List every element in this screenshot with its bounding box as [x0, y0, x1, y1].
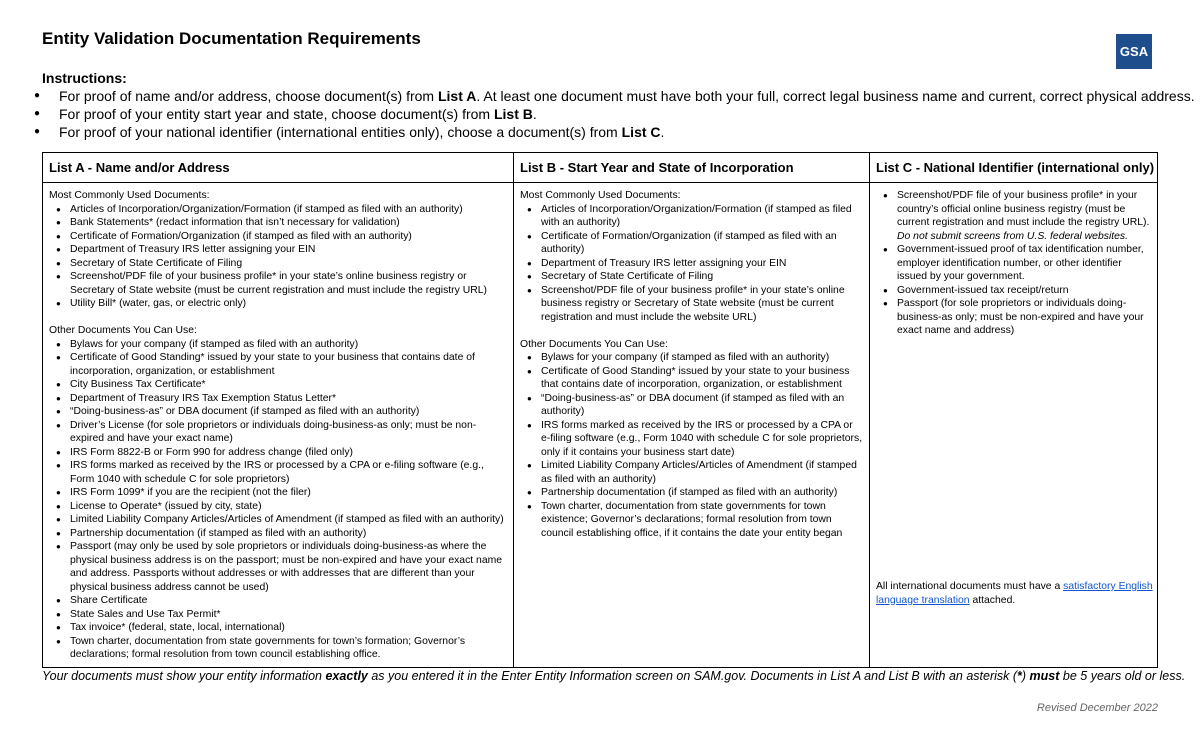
- list-item: ● Share Certificate: [49, 594, 507, 608]
- requirements-table: [42, 152, 1158, 668]
- list-item: ● City Business Tax Certificate*: [49, 378, 507, 392]
- list-item: ● Partnership documentation (if stamped as filed with an authority): [520, 486, 863, 500]
- footer-note: Your documents must show your entity information exactly as you entered it in the Enter Entity Information screen on SAM.gov. Documents in List A and List B with an asterisk (*) must be 5 years old or less.: [42, 669, 1186, 683]
- list-item: ● Utility Bill* (water, gas, or electric only): [49, 297, 507, 311]
- instructions-heading: Instructions:: [42, 70, 127, 86]
- list-item: ● Tax invoice* (federal, state, local, international): [49, 621, 507, 635]
- list-item: ● Certificate of Formation/Organization (if stamped as filed with an authority): [520, 230, 863, 257]
- list-b-common-list: [520, 203, 863, 325]
- list-item: ● Partnership documentation (if stamped as filed with an authority): [49, 527, 507, 541]
- list-a-common-label: Most Commonly Used Documents:: [49, 190, 210, 201]
- list-c-list: [876, 189, 1151, 338]
- list-item: ● Government-issued proof of tax identification number, employer identification number, or other identifier issued by your government.: [876, 243, 1151, 284]
- instruction-item: ● For proof of your national identifier (international entities only), choose a document(s) from List C.: [34, 123, 1195, 141]
- list-item: ● Town charter, documentation from state governments for town’s formation; Governor’s declarations; formal resolution from town council establishing office.: [49, 635, 507, 662]
- list-b-column: [514, 153, 870, 667]
- list-item: ● Town charter, documentation from state governments for town existence; Governor’s declarations; formal resolution from town council establishing office, if it contains the date your entity began: [520, 500, 863, 541]
- list-item: ● Bylaws for your company (if stamped as filed with an authority): [49, 338, 507, 352]
- list-item: ● Limited Liability Company Articles/Articles of Amendment (if stamped as filed with an authority): [49, 513, 507, 527]
- list-a-column: [43, 153, 514, 667]
- translation-link[interactable]: satisfactory English language translation: [876, 581, 1153, 606]
- registered-mark: ®: [1146, 39, 1151, 45]
- list-item: ● IRS Form 8822-B or Form 990 for address change (filed only): [49, 446, 507, 460]
- gsa-logo-text: GSA: [1119, 44, 1149, 59]
- list-a-header: List A - Name and/or Address: [43, 153, 513, 183]
- list-item: ● Screenshot/PDF file of your business profile* in your state’s online business registry or Secretary of State website (must be current registration and must include the website URL): [520, 284, 863, 325]
- list-item: ● Certificate of Formation/Organization (if stamped as filed with an authority): [49, 230, 507, 244]
- list-item: ● Screenshot/PDF file of your business profile* in your state’s online business registry or Secretary of State website (must be current registration and must include the registry URL): [49, 270, 507, 297]
- gsa-logo: [1116, 34, 1152, 69]
- list-item: ● “Doing-business-as” or DBA document (if stamped as filed with an authority): [520, 392, 863, 419]
- list-item: ● Limited Liability Company Articles/Articles of Amendment (if stamped as filed with an authority): [520, 459, 863, 486]
- list-b-header: List B - Start Year and State of Incorporation: [514, 153, 869, 183]
- list-item: ● Passport (for sole proprietors or individuals doing-business-as only; must be non-expired and have your exact name and address): [876, 297, 1151, 338]
- list-a-other-label: Other Documents You Can Use:: [49, 325, 197, 336]
- list-c-header: List C - National Identifier (international only): [870, 153, 1157, 183]
- instructions-list: [34, 87, 1195, 141]
- list-a-common-list: [49, 203, 507, 311]
- list-c-column: [870, 153, 1157, 667]
- translation-note: All international documents must have a satisfactory English language translation attached.: [876, 581, 1153, 606]
- list-item: ● Secretary of State Certificate of Filing: [49, 257, 507, 271]
- list-item: ● Government-issued tax receipt/return: [876, 284, 1151, 298]
- list-b-common-label: Most Commonly Used Documents:: [520, 190, 681, 201]
- list-item: ● Driver’s License (for sole proprietors or individuals doing-business-as only; must be non-expired and have your exact name): [49, 419, 507, 446]
- list-item: ● Articles of Incorporation/Organization/Formation (if stamped as filed with an authority): [520, 203, 863, 230]
- list-item: ● Passport (may only be used by sole proprietors or individuals doing-business-as where the physical business address is on the passport; must be non-expired and have your exact name and address. Passports without addresses or with addresses that are different than your physical business address cannot be used): [49, 540, 507, 594]
- list-item: ● IRS forms marked as received by the IRS or processed by a CPA or e-filing software (e.g., Form 1040 with schedule C for sole proprietors, only if it contains your business start date): [520, 419, 863, 460]
- list-item: ● Department of Treasury IRS Tax Exemption Status Letter*: [49, 392, 507, 406]
- list-item: ● “Doing-business-as” or DBA document (if stamped as filed with an authority): [49, 405, 507, 419]
- list-item: ● Certificate of Good Standing* issued by your state to your business that contains date of incorporation, organization, or establishment: [520, 365, 863, 392]
- list-item: ● License to Operate* (issued by city, state): [49, 500, 507, 514]
- list-item: ● Secretary of State Certificate of Filing: [520, 270, 863, 284]
- list-a-other-list: [49, 338, 507, 662]
- list-item: ● Department of Treasury IRS letter assigning your EIN: [520, 257, 863, 271]
- list-item: ● IRS forms marked as received by the IRS or processed by a CPA or e-filing software (e.g., Form 1040 with schedule C for sole proprietors): [49, 459, 507, 486]
- list-b-other-label: Other Documents You Can Use:: [520, 338, 668, 350]
- list-item: ● Department of Treasury IRS letter assigning your EIN: [49, 243, 507, 257]
- instruction-item: ● For proof of name and/or address, choose document(s) from List A. At least one document must have both your full, correct legal business name and current, correct physical address.: [34, 87, 1195, 105]
- list-item: ● Bylaws for your company (if stamped as filed with an authority): [520, 351, 863, 365]
- revised-date: Revised December 2022: [1036, 702, 1158, 714]
- page-title: Entity Validation Documentation Requirements: [42, 29, 421, 48]
- list-item: ● State Sales and Use Tax Permit*: [49, 608, 507, 622]
- list-item: ● Screenshot/PDF file of your business profile* in your country’s official online business registry (must be current registration and must include the registry URL). Do not submit screens from U.S. federal websites.: [876, 189, 1151, 243]
- instruction-item: ● For proof of your entity start year and state, choose document(s) from List B.: [34, 105, 1195, 123]
- list-b-other-list: [520, 351, 863, 540]
- list-item: ● Bank Statements* (redact information that isn’t necessary for validation): [49, 216, 507, 230]
- list-item: ● IRS Form 1099* if you are the recipient (not the filer): [49, 486, 507, 500]
- list-item: ● Articles of Incorporation/Organization/Formation (if stamped as filed with an authority): [49, 203, 507, 217]
- list-item: ● Certificate of Good Standing* issued by your state to your business that contains date of incorporation, organization, or establishment: [49, 351, 507, 378]
